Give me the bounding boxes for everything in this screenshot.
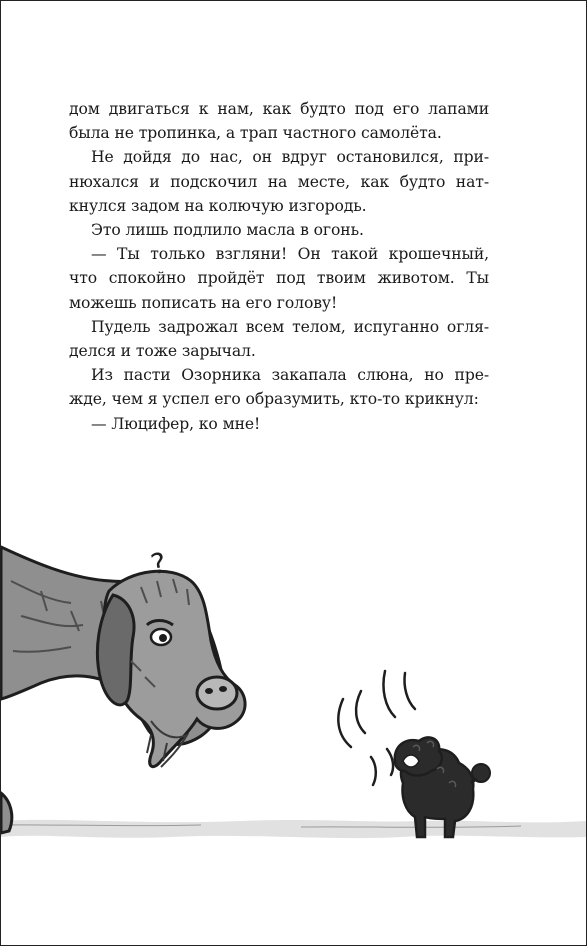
text-line: Не дойдя до нас, он вдруг остановился, при- [91,148,489,167]
text-line: Пудель задрожал всем телом, испуганно огля- [91,317,489,336]
text-line: жде, чем я успел его образумить, кто-то крикнул: [69,390,479,409]
text-line: была не тропинка, а трап частного самолёта. [69,124,442,143]
question-mark: ? [147,545,170,582]
text-line: кнулся задом на колючую изгородь. [69,196,367,215]
text-line: — Ты только взгляни! Он такой крошечный, [91,245,489,264]
text-line: нюхался и подскочил на месте, как будто нат- [69,172,489,191]
text-line: дом двигаться к нам, как будто под его лапами [69,100,489,118]
text-line: можешь пописать на его голову! [69,293,338,312]
text-line: что спокойно пройдёт под твоим животом. Ты [69,269,489,288]
text-line: Это лишь подлило масла в огонь. [91,221,364,240]
big-dog [1,547,245,833]
dogs-illustration [1,521,586,945]
text-line: делся и тоже зарычал. [69,342,256,361]
body-text [69,97,489,436]
text-line: — Люцифер, ко мне! [91,414,261,433]
ground-shadow [1,820,586,838]
text-line: Из пасти Озорника закапала слюна, но пре- [91,366,489,385]
